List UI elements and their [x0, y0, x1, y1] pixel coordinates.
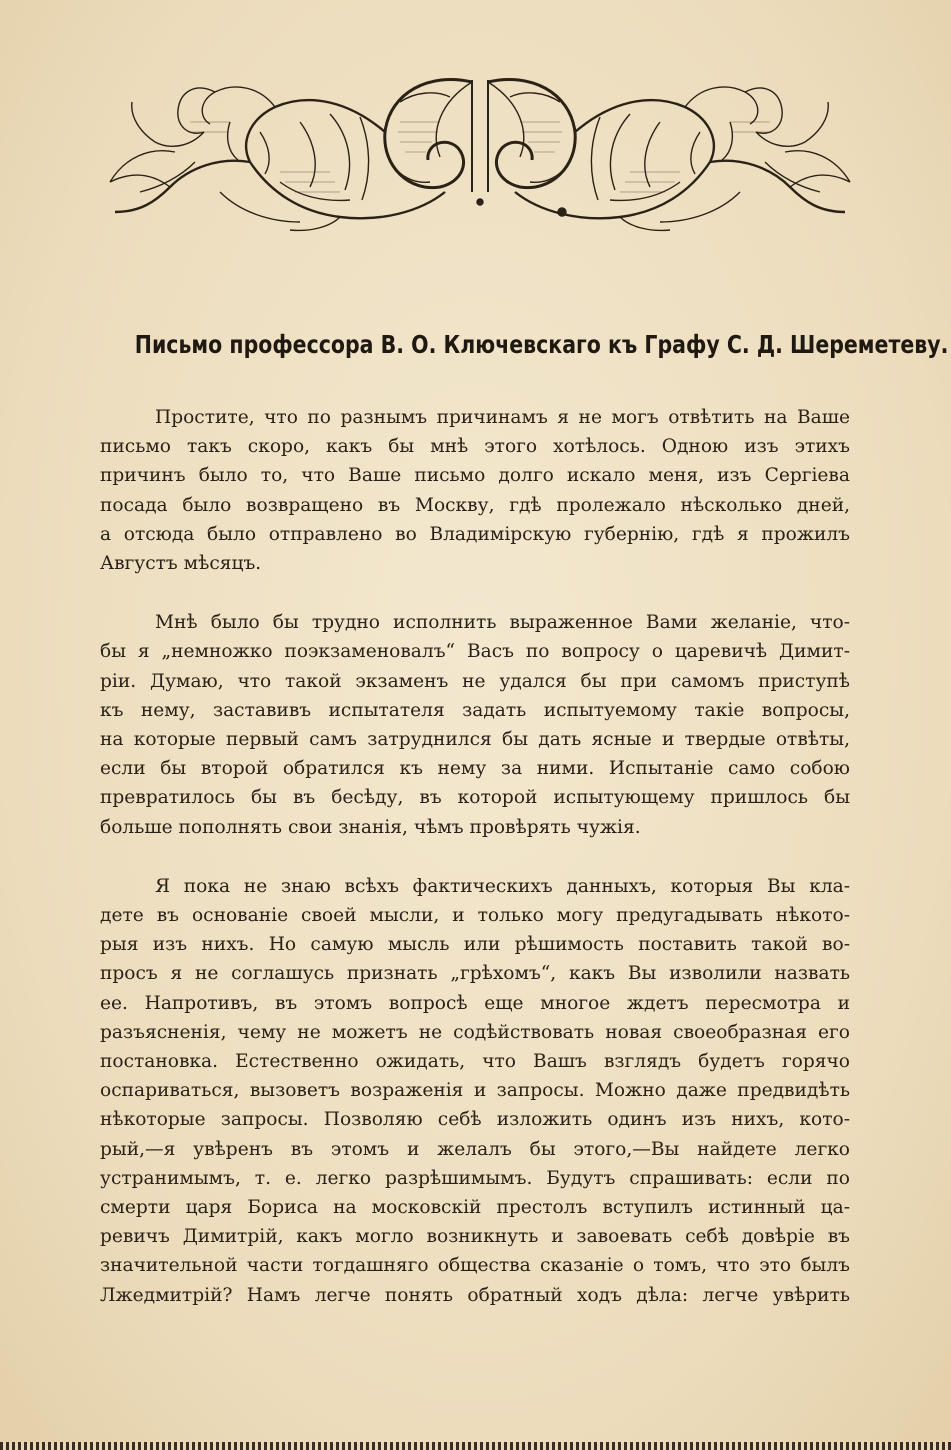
text-line: рый,—я увѣренъ въ этомъ и желалъ бы этого,—Вы найдете легко: [100, 1138, 850, 1160]
text-line: значительной части тогдашняго общества сказаніе о томъ, что это былъ: [100, 1255, 850, 1277]
text-line: рыя изъ нихъ. Но самую мысль или рѣшимость поставить такой во-: [100, 934, 850, 956]
text-line: если бы второй обратился къ нему за ними. Испытаніе само собою: [100, 758, 850, 780]
text-line: превратилось бы въ бесѣду, въ которой испытующему пришлось бы: [100, 787, 850, 809]
letter-body: [100, 403, 850, 1340]
text-line: нѣкоторые запросы. Позволяю себѣ изложить одинъ изъ нихъ, кото-: [100, 1109, 850, 1131]
text-line: Простите, что по разнымъ причинамъ я не могъ отвѣтить на Ваше: [155, 407, 850, 428]
letter-title: Письмо профессора В. О. Ключевскаго къ Графу С. Д. Шереметеву.: [134, 330, 949, 359]
text-line: больше пополнять свои знанія, чѣмъ провѣрять чужія.: [100, 816, 641, 838]
paragraph-3: [100, 872, 850, 1310]
text-line: оспариваться, вызоветъ возраженія и запросы. Можно даже предвидѣть: [100, 1080, 850, 1102]
text-line: ее. Напротивъ, въ этомъ вопросѣ еще многое ждетъ пересмотра и: [100, 992, 850, 1014]
text-line: Я пока не знаю всѣхъ фактическихъ данныхъ, которыя Вы кла-: [155, 875, 850, 897]
paragraph-2: [100, 608, 850, 842]
text-line: разъясненія, чему не можетъ не содѣйствовать новая своеобразная его: [100, 1021, 850, 1043]
text-line: ріи. Думаю, что такой экзаменъ не удался бы при самомъ приступѣ: [100, 670, 850, 692]
text-line: на которые первый самъ затруднился бы дать ясные и твердые отвѣты,: [100, 729, 850, 751]
text-line: причинъ было то, что Ваше письмо долго искало меня, изъ Сергіева: [100, 465, 850, 487]
acanthus-leaf-headpiece: [100, 62, 860, 237]
text-line: Августъ мѣсяцъ.: [100, 553, 262, 575]
text-line: къ нему, заставивъ испытателя задать испытуемому такіе вопросы,: [100, 699, 850, 721]
text-line: смерти царя Бориса на московскій престолъ вступилъ истинный ца-: [100, 1197, 850, 1219]
text-line: ревичъ Димитрій, какъ могло возникнуть и завоевать себѣ довѣріе въ: [100, 1226, 850, 1248]
text-line: Лжедмитрій? Намъ легче понять обратный ходъ дѣла: легче увѣрить: [100, 1284, 850, 1306]
text-line: бы я „немножко поэкзаменовалъ“ Васъ по вопросу о царевичѣ Димит-: [100, 641, 850, 663]
text-line: посада было возвращено въ Москву, гдѣ пролежало нѣсколько дней,: [100, 494, 850, 516]
text-line: устранимымъ, т. е. легко разрѣшимымъ. Будутъ спрашивать: если по: [100, 1167, 850, 1189]
text-line: а отсюда было отправлено во Владимірскую губернію, гдѣ я прожилъ: [100, 523, 850, 545]
text-line: постановка. Естественно ожидать, что Вашъ взглядъ будетъ горячо: [100, 1051, 850, 1073]
paragraph-1: [100, 403, 850, 578]
text-line: дете въ основаніе своей мысли, и только могу предугадывать нѣкото-: [100, 905, 850, 927]
text-line: письмо такъ скоро, какъ бы мнѣ этого хотѣлось. Одною изъ этихъ: [100, 436, 850, 458]
text-line: просъ я не соглашусь признать „грѣхомъ“, какъ Вы изволили назвать: [100, 963, 850, 985]
page-bottom-edge: [0, 1442, 951, 1450]
text-line: Мнѣ было бы трудно исполнить выраженное Вами желаніе, что-: [155, 612, 850, 634]
